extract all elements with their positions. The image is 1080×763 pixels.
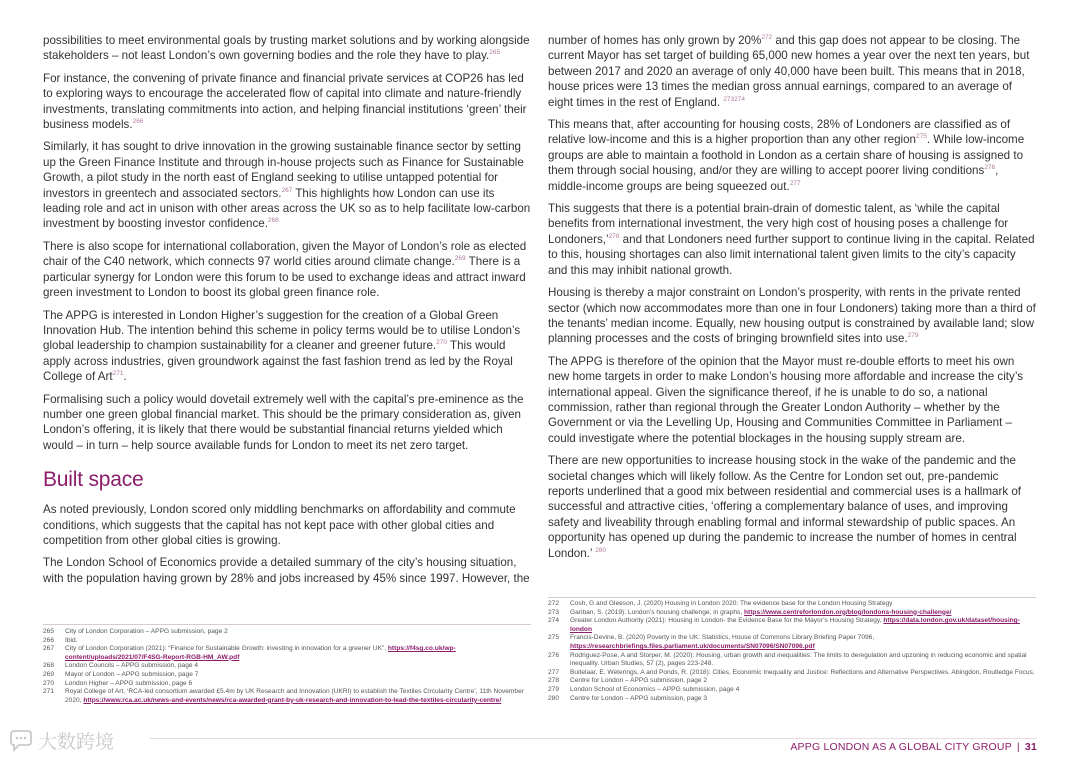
- footnote: [548, 677, 1036, 686]
- footnote-citation: Centre for London – APPG submission, page 3: [570, 694, 708, 702]
- footnote-ref[interactable]: 269: [454, 255, 466, 263]
- footnote: [548, 617, 1036, 634]
- footnote-number: 267: [43, 645, 55, 653]
- footnote-number: 280: [548, 694, 560, 702]
- footnote-ref[interactable]: 272: [761, 34, 773, 42]
- footnote-text: [65, 680, 531, 689]
- footnote: [548, 652, 1036, 669]
- footnote: [548, 634, 1036, 651]
- paragraph: Formalising such a policy would dovetail extremely well with the capital’s pre-eminence as the number one green global financial market. This should be the primary consideration as, given London’s offering, it is likely that there would be substantial financial returns yielded which would – in turn – help source available funds for London to meet its net zero target.: [43, 392, 524, 452]
- footnote-citation: City of London Corporation – APPG submission, page 2: [65, 628, 228, 635]
- footnote-text: [570, 677, 1036, 686]
- footnote: [43, 628, 531, 637]
- footnote-ref[interactable]: 265: [489, 49, 501, 57]
- footnote-number: 277: [548, 668, 560, 676]
- paragraph: This suggests that there is a potential brain-drain of domestic talent, as ‘while the capital benefits from international investment, the very high cost of housing poses a challenge for Londoners,’$^{278}$ and that Londoners need further support to continue living in the capital. Related to this, housing shortages can also limit international talent given limits to the city’s capacity and this may inhibit national growth.: [548, 202, 1035, 277]
- footnote-ref[interactable]: 273274: [723, 95, 746, 103]
- footnote-text: [570, 617, 1036, 634]
- footnote: [548, 686, 1036, 695]
- footnote-ref[interactable]: 271: [112, 370, 124, 378]
- footnote-text: [65, 688, 531, 705]
- footnote-ref[interactable]: 266: [132, 118, 144, 126]
- footnote-text: [65, 662, 531, 671]
- footnote-ref[interactable]: 268: [267, 217, 279, 225]
- footnote: [43, 662, 531, 671]
- paragraph: Housing is thereby a major constraint on London’s prosperity, with rents in the private rented sector (which now accommodates more than one in four Londoners) taking more than a third of the tenants’ median income. Equally, new housing output is constrained by available land; slow planning processes and the costs of bringing brownfield sites into use.$^{279}$: [548, 286, 1036, 346]
- footnote-link[interactable]: https://f4sg.co.uk/wp-content/uploads/2021/07/F4SG-Report-RGB-HM_AW.pdf: [65, 645, 456, 661]
- footnote-text: [65, 671, 531, 680]
- footnote-number: 268: [43, 662, 55, 670]
- footnote-link[interactable]: https://data.london.gov.uk/dataset/housing-london: [570, 617, 1020, 633]
- footnote-citation: London Higher – APPG submission, page 6: [65, 679, 193, 687]
- footnote-citation: Royal College of Art, ‘RCA-led consortium awarded £5.4m by UK Research and Innovation (UKRI) to establish the Textiles Circularity Centre’, 11th November 2020,: [65, 688, 524, 704]
- footnote-number: 276: [548, 651, 560, 659]
- paragraph: possibilities to meet environmental goals by trusting market solutions and by working alongside stakeholders – not least London’s own governing bodies and the role they have to play.$^{265}$: [43, 34, 530, 63]
- footnote-link[interactable]: https://www.rca.ac.uk/news-and-events/news/rca-awarded-grant-by-uk-research-and-innovation-to-lead-the-textiles-circularity-centre/: [83, 696, 502, 704]
- footnote: [43, 688, 531, 705]
- footnote-citation: City of London Corporation (2021): “Finance for Sustainable Growth: investing in innovation for a greener UK”,: [65, 645, 388, 653]
- right-column: [548, 33, 1036, 568]
- footnote-ref[interactable]: 280: [595, 546, 607, 554]
- footnote-text: [570, 652, 1036, 669]
- footer-group-name: LONDON AS A GLOBAL CITY GROUP: [823, 741, 1012, 753]
- watermark-text: 大数跨境: [38, 731, 115, 753]
- paragraph: This means that, after accounting for housing costs, 28% of Londoners are classified as of relative low-income and this is a higher proportion than any other region$^{275}$. While low-income groups are able to maintain a foothold in London as a certain share of housing is assigned to them through social housing, and/or they are willing to accept poorer living conditions$^{276}$, middle-income groups are being squeezed out.$^{277}$: [548, 118, 1025, 193]
- footnote-number: 271: [43, 688, 55, 696]
- footnote-number: 278: [548, 677, 560, 685]
- chat-bubble-icon: [8, 730, 34, 752]
- footnote-text: [570, 686, 1036, 695]
- footnote: [43, 637, 531, 646]
- footer-appg: APPG: [790, 741, 821, 753]
- footnote-ref[interactable]: 270: [436, 339, 447, 347]
- footnote-divider: [548, 597, 1036, 598]
- paragraph: The APPG is therefore of the opinion that the Mayor must re-double efforts to meet his own new home targets in order to make London’s housing more affordable and increase the city’s international appeal. Given the significance thereof, if he is unable to do so, a national commission, rather than regional through the Greater London Authority – whether by the Government or via the Levelling Up, Housing and Communities Committee in Parliament – could investigate where the potential blockages in the housing supply stream are.: [548, 354, 1023, 445]
- paragraph: For instance, the convening of private finance and financial private services at COP26 has led to exploring ways to encourage the accelerated flow of capital into climate and nature-friendly investments, translating commitments into action, and helping financial institutions ‘green’ their business models.$^{266}$: [43, 71, 527, 132]
- paragraph: There are new opportunities to increase housing stock in the wake of the pandemic and the societal changes which will likely follow. As the Centre for London set out, pre-pandemic reports underlined that a good mix between residential and commercial uses is a hallmark of successful and attractive cities, ‘offering a complementary balance of uses, and improving safety and liveability through enabling formal and informal stewardship of public spaces. An opportunity has opened up during the pandemic to increase the number of homes in central London.’ $^{280}$: [548, 454, 1022, 560]
- footnote-ref[interactable]: 276: [984, 164, 996, 172]
- footnote-text: [65, 628, 531, 637]
- footnote-text: [570, 600, 1036, 609]
- footnote: [548, 609, 1036, 618]
- footnotes-right: [548, 600, 1036, 703]
- footnote-citation: Cosh, G and Gleeson, J. (2020) Housing in London 2020: The evidence base for the London Housing Strategy: [570, 600, 893, 607]
- footnote: [548, 600, 1036, 609]
- paragraph: As noted previously, London scored only middling benchmarks on affordability and commute conditions, which suggests that the capital has not kept pace with other global cities and competition from other global cities is growing.: [43, 503, 516, 547]
- footnote-text: [570, 609, 1036, 618]
- footnote-citation: Centre for London – APPG submission, page 2: [570, 677, 708, 685]
- paragraph: number of homes has only grown by 20%$^{272}$ and this gap does not appear to be closing. The current Mayor has set target of building 65,000 new homes a year over the next ten years, but between 2017 and 2020 an average of only 40,000 have been built. This means that in 2018, house prices were 13 times the median gross annual earnings, compared to an average of eight times in the rest of England. $^{273274}$: [548, 34, 1030, 109]
- footnote-text: [570, 669, 1036, 678]
- footnote-citation: London School of Economics – APPG submission, page 4: [570, 685, 740, 693]
- footnote: [43, 680, 531, 689]
- footnote-citation: Buitelaar, E. Weterings, A and Ponds, R. (2018): Cities, Economic Inequality and Justice: Reflections and Alternative Perspectives. Abingdon, Routledge Focus.: [570, 668, 1035, 676]
- footnote: [43, 645, 531, 662]
- footnote-citation: Gariban, S. (2019): London’s housing challenge, in graphs,: [570, 608, 744, 616]
- footnote-number: 272: [548, 600, 560, 607]
- footnote-text: [65, 645, 531, 662]
- footnote-number: 274: [548, 617, 560, 625]
- footer-separator: |: [1016, 741, 1020, 753]
- paragraph: Similarly, it has sought to drive innovation in the growing sustainable finance sector by setting up the Green Finance Institute and through in-house projects such as Finance for Sustainable Growth, a pilot study in the north east of England seeking to utilise untapped potential for investors in greentech and associated sectors.$^{267}$ This highlights how London can use its leading role and act in unison with other areas across the UK so as to help facilitate low-carbon investment by boosting investor confidence.$^{268}$: [43, 140, 531, 231]
- paragraph: The London School of Economics provide a detailed summary of the city’s housing situation, with the population having grown by 28% and jobs increased by 45% since 1997. However, the: [43, 556, 530, 585]
- footnote-citation: Greater London Authority (2021): Housing in London- the Evidence Base for the Mayor’s Housing Strategy,: [570, 617, 884, 625]
- footnote: [548, 669, 1036, 678]
- watermark: [8, 727, 114, 754]
- left-column: [43, 33, 531, 593]
- paragraph: There is also scope for international collaboration, given the Mayor of London’s role as elected chair of the C40 network, which connects 97 world cities around climate change.$^{269}$ There is a particular synergy for London were this forum to be used to exchange ideas and attract inward green investment to London to boost its global green finance role.: [43, 239, 527, 300]
- footnote-number: 265: [43, 628, 55, 635]
- page-number: 31: [1024, 741, 1037, 753]
- footnote-citation: Ibid.: [65, 636, 78, 644]
- footnote-citation: London Councils – APPG submission, page 4: [65, 662, 199, 670]
- footnote: [548, 695, 1036, 704]
- footnote-ref[interactable]: 277: [789, 179, 801, 187]
- footnote-citation: Francis-Devine, B. (2020) Poverty in the UK: Statistics, House of Commons Library Briefing Paper 7096,: [570, 634, 875, 642]
- footer-divider: [150, 738, 1037, 739]
- footnote-number: 275: [548, 634, 560, 642]
- footnote-number: 270: [43, 679, 55, 687]
- page-footer: [790, 741, 1037, 753]
- footnote-number: 273: [548, 608, 560, 616]
- footnote-text: [570, 634, 1036, 651]
- footnote-text: [570, 695, 1036, 704]
- footnote-divider: [43, 624, 531, 625]
- footnote-text: [65, 637, 531, 646]
- footnote: [43, 671, 531, 680]
- footnote-link[interactable]: https://researchbriefings.files.parliament.uk/documents/SN07096/SN07096.pdf: [570, 642, 815, 650]
- footnote-ref[interactable]: 275: [916, 133, 927, 141]
- footnote-number: 266: [43, 636, 55, 644]
- footnotes-left: [43, 628, 531, 705]
- footnote-citation: Rodriguez-Pose, A and Storper, M. (2020): Housing, urban growth and inequalities: The limits to deregulation and upzoning in reducing economic and spatial inequality. Urban Studies, 57 (2), pages 223-248.: [570, 651, 1027, 668]
- section-heading: Built space: [43, 468, 144, 492]
- footnote-number: 279: [548, 685, 560, 693]
- footnote-ref[interactable]: 267: [281, 186, 293, 194]
- footnote-citation: Mayor of London – APPG submission, page 7: [65, 670, 199, 678]
- footnote-ref[interactable]: 278: [608, 233, 620, 241]
- footnote-link[interactable]: https://www.centreforlondon.org/blog/londons-housing-challenge/: [744, 608, 952, 616]
- paragraph: The APPG is interested in London Higher’s suggestion for the creation of a Global Green Innovation Hub. The intention behind this scheme in policy terms would be to utilise London’s global leadership to champion sustainability for a cleaner and greener future.$^{270}$ This would apply across industries, given groundwork against the fast fashion trend as led by the Royal College of Art$^{271}$.: [43, 308, 521, 384]
- footnote-number: 269: [43, 670, 55, 678]
- footnote-ref[interactable]: 279: [907, 332, 919, 340]
